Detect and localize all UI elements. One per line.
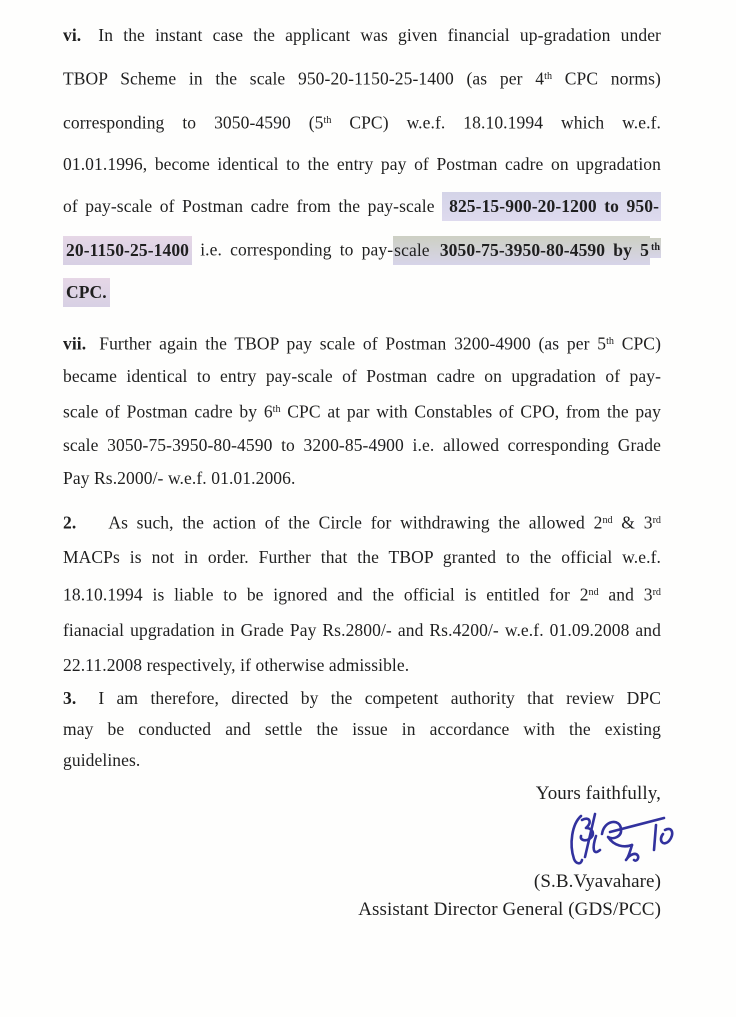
label-gap: [76, 527, 108, 528]
paragraph-2-line-5: [63, 648, 661, 683]
paragraph-3-line-3: [63, 745, 661, 776]
label-gap: [81, 40, 98, 41]
text-run: 01.01.1996, become identical to the entry pay of Postman cadre on upgradation: [63, 154, 661, 175]
text-run: th: [606, 335, 614, 347]
signature-image: [63, 810, 677, 868]
paragraph-vii-line-2: [63, 360, 661, 393]
paragraph-vi: [63, 14, 661, 313]
highlighted-text-run: 20-1150-25-1400: [63, 236, 192, 265]
handwritten-signature-icon: [559, 810, 677, 868]
text-run: th: [544, 71, 553, 82]
text-run: rd: [652, 587, 661, 599]
paragraph-2-line-2: [63, 540, 661, 575]
highlighted-text-run: th: [650, 238, 661, 258]
text-run: MACPs is not in order. Further that the TBOP granted to the official w.e.f.: [63, 547, 661, 568]
text-run: Further again the TBOP pay scale of Postman 3200-4900 (as per 5: [99, 333, 607, 354]
salutation: Yours faithfully,: [535, 783, 661, 805]
closing-block: [63, 780, 661, 924]
highlighted-text-run: CPC.: [63, 278, 110, 307]
paragraph-vi-line-7: [63, 271, 661, 313]
text-run: and 3: [598, 585, 653, 606]
text-run: In the instant case the applicant was given financial up-gradation under: [98, 25, 661, 45]
paragraph-label: 2.: [63, 512, 77, 533]
text-run: may be conducted and settle the issue in accordance with the existing: [63, 719, 661, 740]
paragraph-3-line-1: [63, 683, 661, 714]
paragraph-vi-line-6: [63, 227, 661, 271]
text-run: became identical to entry pay-scale of Postman cadre on upgradation of pay-: [63, 366, 661, 387]
text-run: of pay-scale of Postman cadre from the pay-scale: [63, 196, 443, 217]
text-run: I am therefore, directed by the competent authority that review DPC: [98, 688, 661, 709]
signatory-name: (S.B.Vyavahare): [533, 871, 661, 893]
paragraph-vii-line-4: [63, 429, 661, 462]
paragraph-2: [63, 503, 661, 683]
text-run: rd: [652, 514, 661, 526]
text-run: As such, the action of the Circle for withdrawing the allowed 2: [108, 512, 603, 533]
text-run: & 3: [612, 512, 653, 533]
text-run: 18.10.1994 is liable to be ignored and the official is entitled for 2: [63, 585, 589, 606]
paragraph-vi-line-4: [63, 143, 661, 185]
text-run: nd: [602, 514, 613, 526]
text-run: fianacial upgradation in Grade Pay Rs.2800/- and Rs.4200/- w.e.f. 01.09.2008 and: [63, 620, 661, 641]
paragraph-vii: [63, 325, 661, 495]
paragraph-3-line-2: [63, 714, 661, 745]
paragraph-vii-line-3: [63, 393, 661, 429]
text-run: nd: [588, 587, 599, 599]
paragraph-label: vi.: [63, 25, 82, 45]
paragraph-vii-line-1: [63, 325, 661, 361]
paragraph-vi-line-1: [63, 14, 661, 56]
paragraph-3: [63, 683, 661, 776]
text-run: 22.11.2008 respectively, if otherwise admissible.: [63, 655, 410, 676]
text-run: CPC): [614, 333, 662, 354]
paragraph-label: 3.: [63, 688, 77, 709]
highlighted-text-run: scale: [393, 236, 439, 265]
label-gap: [86, 348, 99, 349]
text-run: th: [272, 404, 281, 416]
paragraph-vi-line-2: [63, 56, 661, 100]
paragraph-2-line-1: [63, 503, 661, 541]
paragraph-vii-line-5: [63, 462, 661, 495]
text-run: scale 3050-75-3950-80-4590 to 3200-85-4900 i.e. allowed corresponding Grade: [63, 434, 661, 455]
text-run: scale of Postman cadre by 6: [63, 401, 273, 422]
text-run: TBOP Scheme in the scale 950-20-1150-25-1400 (as per 4: [63, 68, 545, 89]
text-run: corresponding to 3050-4590 (5: [63, 112, 324, 133]
text-run: CPC at par with Constables of CPO, from the pay: [280, 401, 661, 422]
text-run: CPC norms): [552, 68, 661, 89]
text-run: guidelines.: [63, 750, 141, 771]
paragraph-2-line-3: [63, 575, 661, 613]
paragraph-vi-line-3: [63, 100, 661, 144]
text-run: th: [323, 114, 332, 126]
paragraph-vi-line-5: [63, 185, 661, 227]
highlighted-text-run: 825-15-900-20-1200 to 950-: [442, 192, 661, 221]
signatory-designation: Assistant Director General (GDS/PCC): [358, 899, 661, 921]
highlighted-text-run: 3050-75-3950-80-4590 by 5: [439, 236, 650, 265]
text-run: i.e. corresponding to pay-: [192, 239, 394, 260]
text-run: CPC) w.e.f. 18.10.1994 which w.e.f.: [331, 112, 662, 133]
text-run: Pay Rs.2000/- w.e.f. 01.01.2006.: [63, 467, 296, 488]
paragraph-2-line-4: [63, 613, 661, 648]
label-gap: [76, 703, 98, 704]
letter-body: [63, 14, 661, 776]
paragraph-label: vii.: [63, 333, 87, 354]
